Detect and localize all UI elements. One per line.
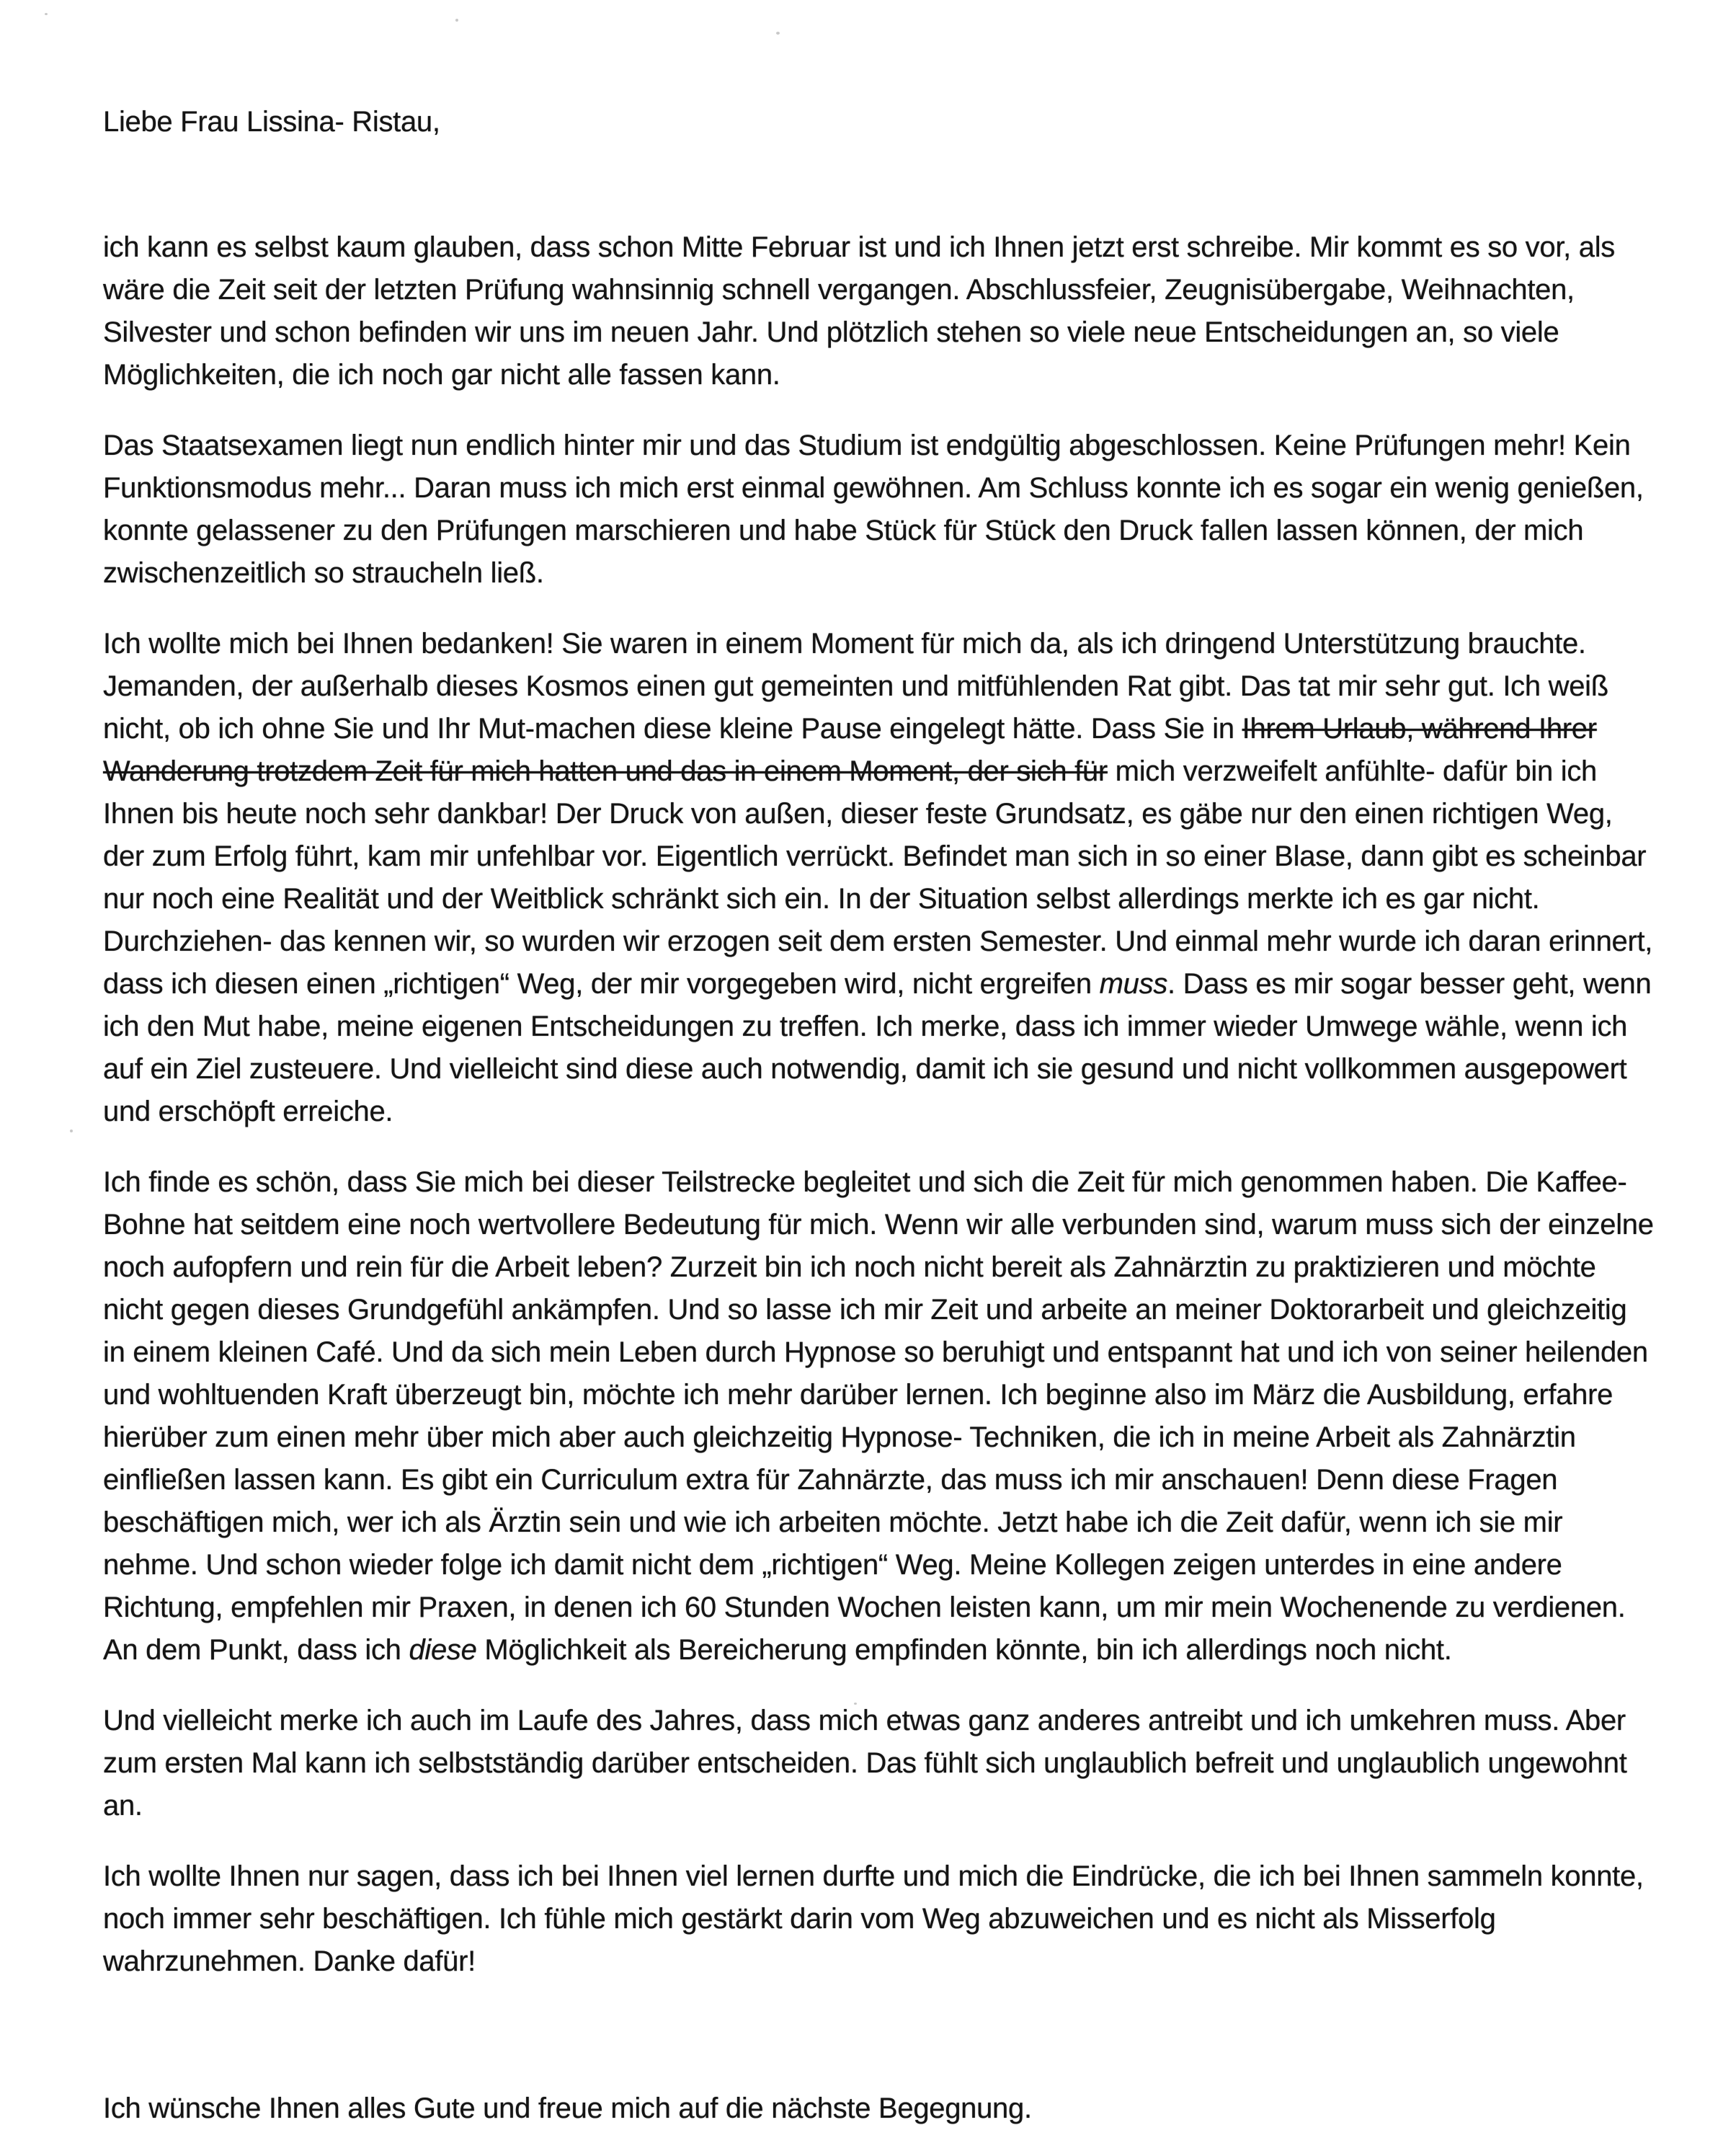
text-segment-strike: Ihrem Urlaub, während Ihrer Wanderung trotzdem Zeit für mich hatten und das in einem Moment, der sich für — [103, 713, 1597, 787]
text-segment: Ich wollte Ihnen nur sagen, dass ich bei Ihnen viel lernen durfte und mich die Eindrücke, die ich bei Ihnen sammeln konnte, noch immer sehr beschäftigen. Ich fühle mich gestärkt darin vom Weg abzuweichen und es nicht als Misserfolg wahrzunehmen. Danke dafür! — [103, 1860, 1644, 1977]
scan-speckle — [45, 13, 48, 15]
text-segment: Möglichkeit als Bereicherung empfinden könnte, bin ich allerdings noch nicht. — [476, 1634, 1452, 1666]
text-segment: Das Staatsexamen liegt nun endlich hinter mir und das Studium ist endgültig abgeschlossen. Keine Prüfungen mehr! Kein Funktionsmodus mehr... Daran muss ich mich erst einmal gewöhnen. Am Schluss konnte ich es sogar ein wenig genießen, konnte gelassener zu den Prüfungen marschieren und habe Stück für Stück den Druck fallen lassen können, der mich zwischenzeitlich so straucheln ließ. — [103, 430, 1644, 589]
paragraph — [103, 1700, 1656, 1827]
scan-speckle — [776, 32, 780, 35]
closing-line: Ich wünsche Ihnen alles Gute und freue mich auf die nächste Begegnung. — [103, 2093, 1032, 2124]
scan-speckle — [70, 1130, 73, 1132]
text-segment: . Dass es mir sogar besser geht, wenn ich den Mut habe, meine eigenen Entscheidungen zu treffen. Ich merke, dass ich immer wieder Umwege wähle, wenn ich auf ein Ziel zusteuere. Und vielleicht sind diese auch notwendig, damit ich sie gesund und nicht vollkommen ausgepowert und erschöpft erreiche. — [103, 968, 1652, 1127]
paragraph — [103, 623, 1656, 1133]
letter-body — [103, 226, 1656, 1983]
letter-content — [103, 101, 1656, 2130]
salutation: Liebe Frau Lissina- Ristau, — [103, 106, 440, 138]
text-segment: ich kann es selbst kaum glauben, dass schon Mitte Februar ist und ich Ihnen jetzt erst schreibe. Mir kommt es so vor, als wäre die Zeit seit der letzten Prüfung wahnsinnig schnell vergangen. Abschlussfeier, Zeugnisübergabe, Weihnachten, Silvester und schon befinden wir uns im neuen Jahr. Und plötzlich stehen so viele neue Entscheidungen an, so viele Möglichkeiten, die ich noch gar nicht alle fassen kann. — [103, 231, 1615, 391]
text-segment: mich verzweifelt anfühlte- dafür bin ich Ihnen bis heute noch sehr dankbar! Der Druck von außen, dieser feste Grundsatz, es gäbe nur den einen richtigen Weg, der zum Erfolg führt, kam mir unfehlbar vor. Eigentlich verrückt. Befindet man sich in so einer Blase, dann gibt es scheinbar nur noch eine Realität und der Weitblick schränkt sich ein. In der Situation selbst allerdings merkte ich es gar nicht. Durchziehen- das kennen wir, so wurden wir erzogen seit dem ersten Semester. Und einmal mehr wurde ich daran erinnert, dass ich diesen einen „richtigen“ Weg, der mir vorgegeben wird, nicht ergreifen — [103, 755, 1653, 1000]
text-segment: Ich finde es schön, dass Sie mich bei dieser Teilstrecke begleitet und sich die Zeit für mich genommen haben. Die Kaffee-Bohne hat seitdem eine noch wertvollere Bedeutung für mich. Wenn wir alle verbunden sind, warum muss sich der einzelne noch aufopfern und rein für die Arbeit leben? Zurzeit bin ich noch nicht bereit als Zahnärztin zu praktizieren und möchte nicht gegen dieses Grundgefühl ankämpfen. Und so lasse ich mir Zeit und arbeite an meiner Doktorarbeit und gleichzeitig in einem kleinen Café. Und da sich mein Leben durch Hypnose so beruhigt und entspannt hat und ich von seiner heilenden und wohltuenden Kraft überzeugt bin, möchte ich mehr darüber lernen. Ich beginne also im März die Ausbildung, erfahre hierüber zum einen mehr über mich aber auch gleichzeitig Hypnose- Techniken, die ich in meine Arbeit als Zahnärztin einfließen lassen kann. Es gibt ein Curriculum extra für Zahnärzte, das muss ich mir anschauen! Denn diese Fragen beschäftigen mich, wer ich als Ärztin sein und wie ich arbeiten möchte. Jetzt habe ich die Zeit dafür, wenn ich sie mir nehme. Und schon wieder folge ich damit nicht dem „richtigen“ Weg. Meine Kollegen zeigen unterdes in eine andere Richtung, empfehlen mir Praxen, in denen ich 60 Stunden Wochen leisten kann, um mir mein Wochenende zu verdienen. An dem Punkt, dass ich — [103, 1166, 1654, 1666]
paragraph — [103, 1855, 1656, 1983]
text-segment: Ich wollte mich bei Ihnen bedanken! Sie waren in einem Moment für mich da, als ich dringend Unterstützung brauchte. Jemanden, der außerhalb dieses Kosmos einen gut gemeinten und mitfühlenden Rat gibt. Das tat mir sehr gut. Ich weiß nicht, ob ich ohne Sie und Ihr Mut-machen diese kleine Pause eingelegt hätte. Dass Sie in — [103, 628, 1608, 745]
scan-speckle — [455, 19, 458, 22]
text-segment-italic: diese — [409, 1634, 477, 1666]
paragraph — [103, 425, 1656, 595]
text-segment-italic: muss — [1099, 968, 1168, 1000]
paragraph — [103, 1161, 1656, 1672]
text-segment: Und vielleicht merke ich auch im Laufe des Jahres, dass mich etwas ganz anderes antreibt und ich umkehren muss. Aber zum ersten Mal kann ich selbstständig darüber entscheiden. Das fühlt sich unglaublich befreit und unglaublich ungewohnt an. — [103, 1705, 1627, 1821]
paragraph — [103, 226, 1656, 396]
